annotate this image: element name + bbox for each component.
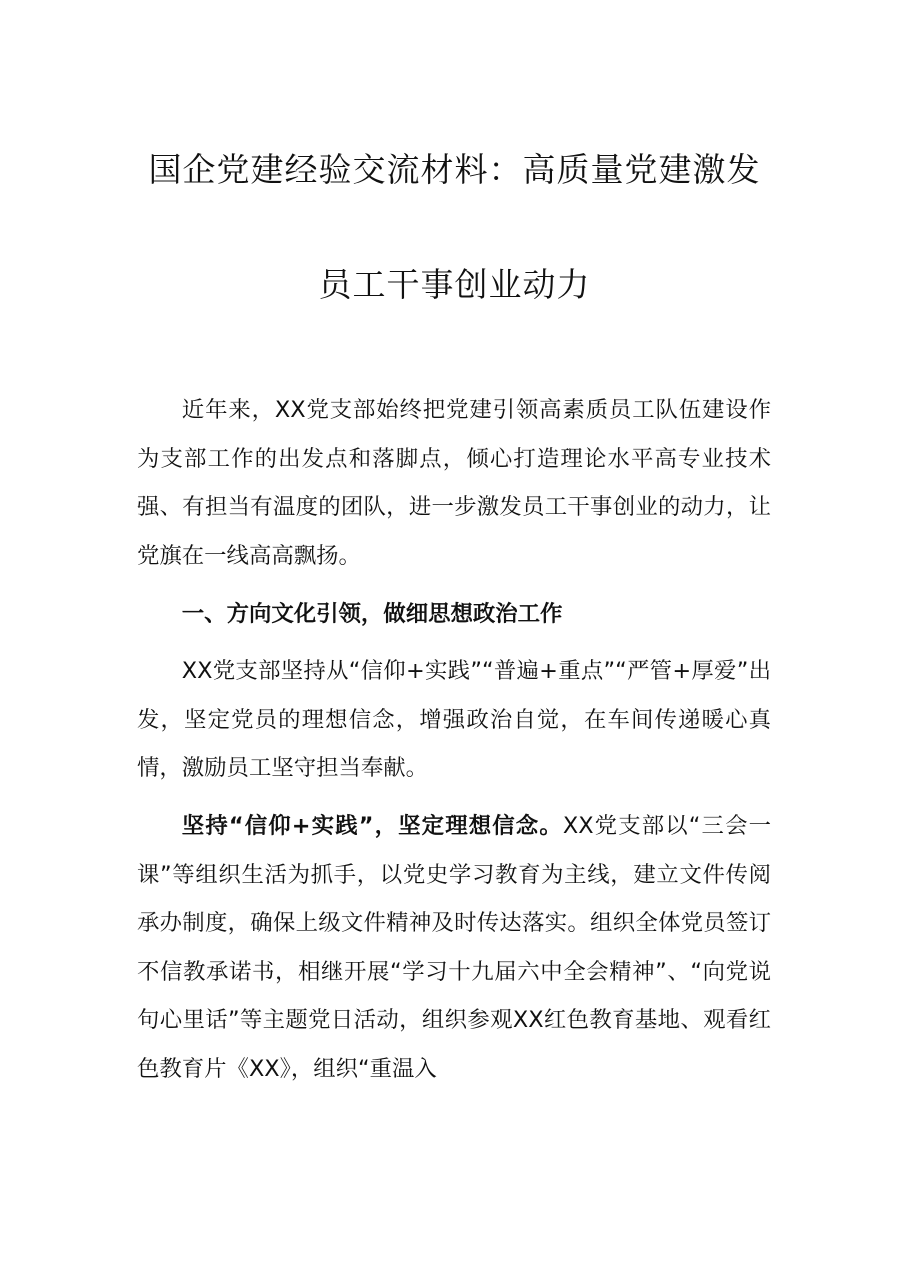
document-title-line-1: 国企党建经验交流材料：高质量党建激发: [148, 150, 761, 189]
section-heading-1: 一、方向文化引领，做细思想政治工作: [181, 601, 563, 627]
paragraph-body-text: XX党支部以“三会一课”等组织生活为抓手，以党史学习教育为主线，建立文件传阅承办制度，确保上级文件精神及时传达落实。组织全体党员签订不信教承诺书，相继开展“学习十九届六中全会精神”、“向党说句心里话”等主题党日活动，组织参观XX红色教育基地、观看红色教育片《XX》，组织“重温入: [137, 813, 771, 1082]
document-title-line-2: 员工干事创业动力: [318, 265, 591, 304]
paragraph-faith-practice: [137, 802, 771, 1093]
paragraph-lead-sentence: 坚持“信仰+实践”，坚定理想信念。: [181, 813, 563, 839]
paragraph-intro: 近年来，XX党支部始终把党建引领高素质员工队伍建设作为支部工作的出发点和落脚点，倾心打造理论水平高专业技术强、有担当有温度的团队，进一步激发员工干事创业的动力，让党旗在一线高高飘扬。: [137, 397, 771, 569]
paragraph-section-1-overview: XX党支部坚持从“信仰+实践”“普遍+重点”“严管+厚爱”出发，坚定党员的理想信念，增强政治自觉，在车间传递暖心真情，激励员工坚守担当奉献。: [137, 658, 771, 781]
